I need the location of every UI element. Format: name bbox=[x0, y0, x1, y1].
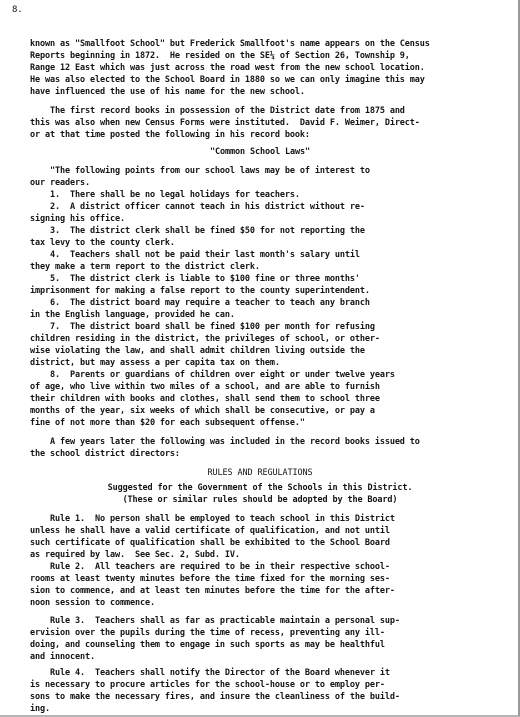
text-line: Rule 1. No person shall be employed to teach school in this District bbox=[30, 514, 395, 524]
text-line: noon session to commence. bbox=[30, 598, 155, 608]
text-line: imprisonment for making a false report to the county superintendent. bbox=[30, 286, 370, 296]
text-line: as required by law. See Sec. 2, Subd. IV. bbox=[30, 550, 240, 560]
text-line: and innocent. bbox=[30, 652, 95, 662]
section-heading: "Common School Laws" bbox=[210, 147, 310, 157]
text-line: doing, and counseling them to engage in such sports as may be healthful bbox=[30, 640, 385, 650]
text-line: Reports beginning in 1872. He resided on the SE¼ of Section 26, Township 9, bbox=[30, 51, 410, 61]
text-line: 2. A district officer cannot teach in his district without re- bbox=[30, 202, 365, 212]
text-line: The first record books in possession of the District date from 1875 and bbox=[30, 106, 405, 116]
text-line: this was also when new Census Forms were instituted. David F. Weimer, Direct- bbox=[30, 118, 420, 128]
text-line: months of the year, six weeks of which shall be consecutive, or pay a bbox=[30, 406, 375, 416]
text-line: wise violating the law, and shall admit children living outside the bbox=[30, 346, 365, 356]
text-line: sion to commence, and at least ten minutes before the time for the after- bbox=[30, 586, 395, 596]
text-line: 7. The district board shall be fined $100 per month for refusing bbox=[30, 322, 375, 332]
text-line: known as "Smallfoot School" but Frederick Smallfoot's name appears on the Census bbox=[30, 39, 430, 49]
text-line: sons to make the necessary fires, and insure the cleanliness of the build- bbox=[30, 692, 400, 702]
text-line: 4. Teachers shall not be paid their last month's salary until bbox=[30, 250, 360, 260]
text-line: is necessary to procure articles for the school-house or to employ per- bbox=[30, 680, 385, 690]
text-line: signing his office. bbox=[30, 214, 125, 224]
text-line: rooms at least twenty minutes before the time fixed for the morning ses- bbox=[30, 574, 390, 584]
text-line: have influenced the use of his name for the new school. bbox=[30, 87, 305, 97]
text-line: unless he shall have a valid certificate of qualification, and not until bbox=[30, 526, 390, 536]
text-line: our readers. bbox=[30, 178, 90, 188]
rules-note: (These or similar rules should be adopted by the Board) bbox=[122, 495, 398, 505]
text-line: Rule 3. Teachers shall as far as practicable maintain a personal sup- bbox=[30, 616, 400, 626]
text-line: fine of not more than $20 for each subsequent offense." bbox=[30, 418, 305, 428]
text-line: Rule 4. Teachers shall notify the Director of the Board whenever it bbox=[30, 668, 390, 678]
text-line: 5. The district clerk is liable to $100 fine or three months' bbox=[30, 274, 360, 284]
text-line: they make a term report to the district clerk. bbox=[30, 262, 260, 272]
text-line: A few years later the following was included in the record books issued to bbox=[30, 437, 420, 447]
text-line: tax levy to the county clerk. bbox=[30, 238, 175, 248]
text-line: district, but may assess a per capita tax on them. bbox=[30, 358, 280, 368]
text-line: Rule 2. All teachers are required to be in their respective school- bbox=[30, 562, 390, 572]
rules-subtitle: Suggested for the Government of the Schools in this District. bbox=[107, 483, 413, 493]
text-line: "The following points from our school laws may be of interest to bbox=[30, 166, 370, 176]
text-line: 6. The district board may require a teacher to teach any branch bbox=[30, 298, 370, 308]
text-line: or at that time posted the following in his record book: bbox=[30, 130, 310, 140]
page-number: 8. bbox=[12, 5, 23, 15]
text-line: children residing in the district, the privileges of school, or other- bbox=[30, 334, 380, 344]
text-line: Range 12 East which was just across the road west from the new school location. bbox=[30, 63, 425, 73]
text-line: ing. bbox=[30, 704, 50, 714]
text-line: ervision over the pupils during the time of recess, preventing any ill- bbox=[30, 628, 385, 638]
text-line: 8. Parents or guardians of children over eight or under twelve years bbox=[30, 370, 395, 380]
text-line: in the English language, provided he can. bbox=[30, 310, 235, 320]
text-line: 1. There shall be no legal holidays for teachers. bbox=[30, 190, 300, 200]
text-line: of age, who live within two miles of a school, and are able to furnish bbox=[30, 382, 380, 392]
text-line: the school district directors: bbox=[30, 449, 180, 459]
text-line: He was also elected to the School Board in 1880 so we can only imagine this may bbox=[30, 75, 425, 85]
text-line: 3. The district clerk shall be fined $50 for not reporting the bbox=[30, 226, 365, 236]
text-line: their children with books and clothes, shall send them to school three bbox=[30, 394, 380, 404]
text-line: such certificate of qualification shall be exhibited to the School Board bbox=[30, 538, 390, 548]
rules-heading: RULES AND REGULATIONS bbox=[207, 468, 313, 478]
